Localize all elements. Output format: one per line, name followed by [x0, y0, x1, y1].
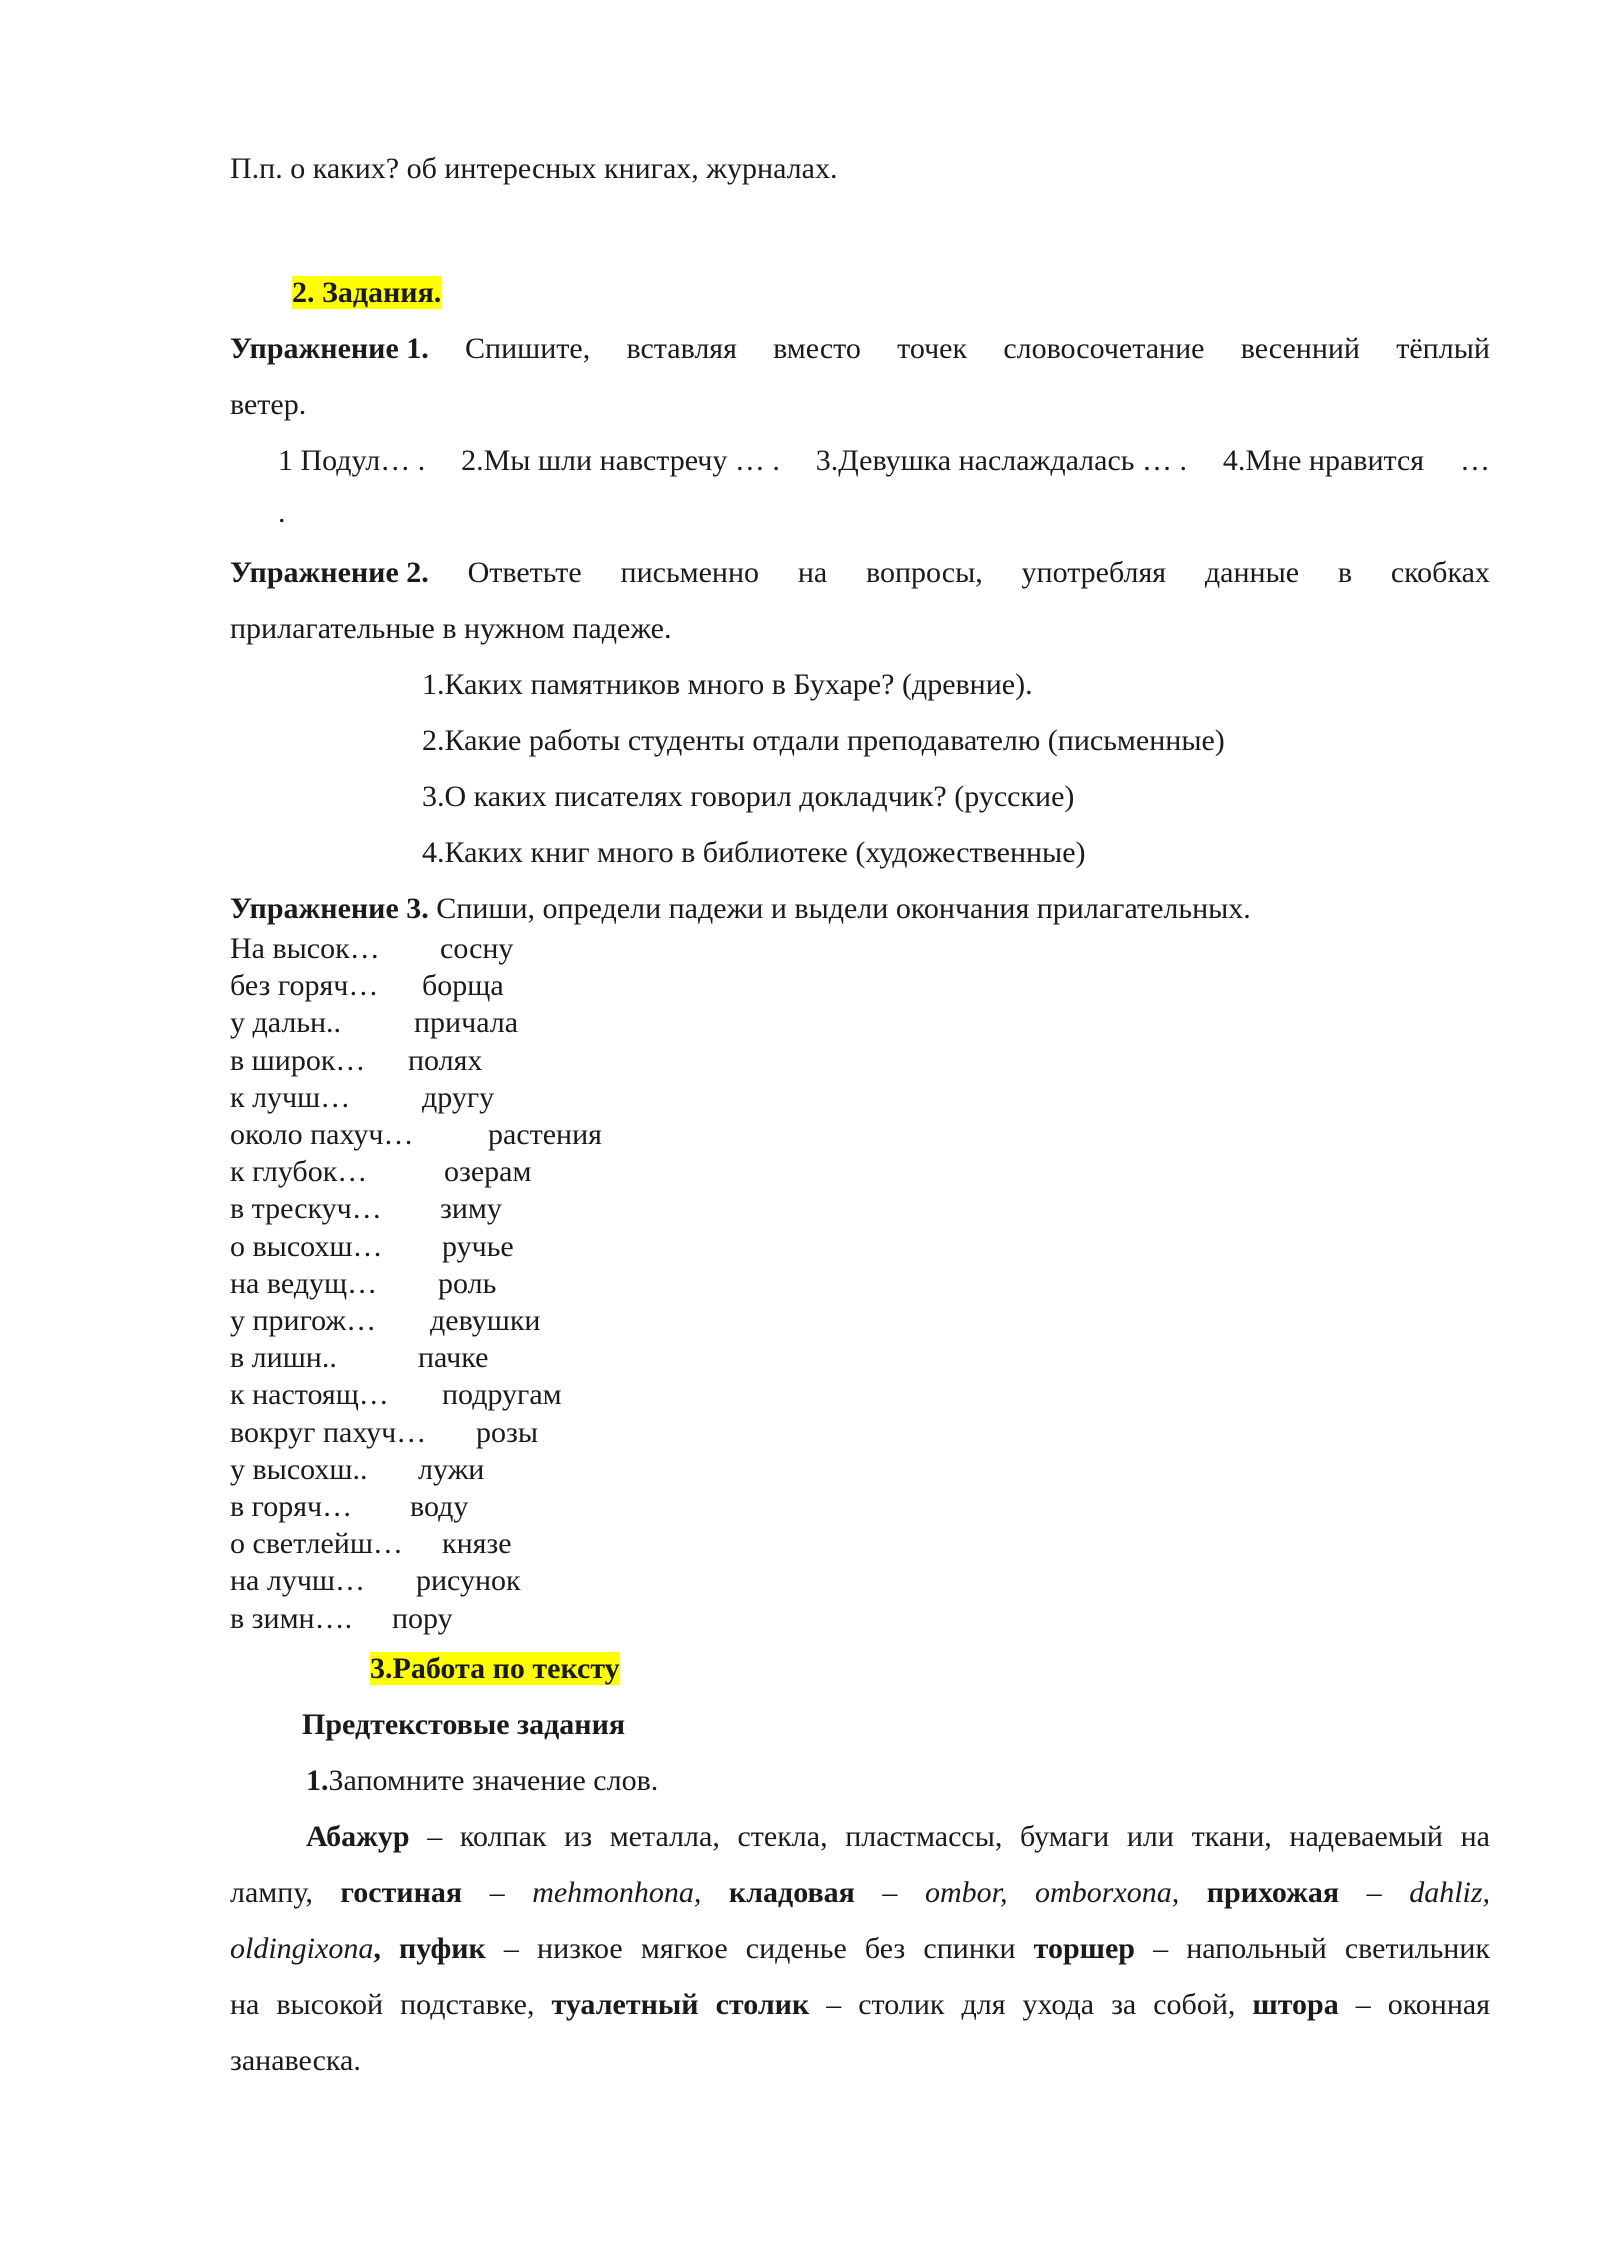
vocab-text: – напольный светильник [1134, 1932, 1490, 1965]
vocab-text: – [854, 1876, 925, 1909]
exercise-3-item [230, 1302, 541, 1339]
exercise-3-item [230, 1562, 521, 1599]
exercise-1-line-1 [230, 332, 1490, 366]
exercise-2-word: употребляя [1021, 556, 1167, 589]
exercise-3-item [230, 1376, 562, 1413]
exercise-1-word: вместо [773, 332, 861, 365]
exercise-2-line-1 [230, 556, 1490, 590]
pretext-tasks-title: Предтекстовые задания [302, 1708, 626, 1741]
exercise-3-item [230, 1414, 539, 1451]
exercise-3-noun: рисунок [416, 1564, 521, 1598]
exercise-3-item [230, 1525, 512, 1562]
exercise-1-item: 4.Мне нравится [1222, 444, 1425, 477]
exercise-3-noun: воду [410, 1490, 469, 1523]
vocab-text [1008, 1876, 1036, 1909]
vocab-line-2 [230, 1876, 1490, 1910]
vocab-text: – [1339, 1876, 1410, 1909]
exercise-3-adjective: на ведущ… [230, 1266, 378, 1300]
exercise-2-word: на [797, 556, 828, 589]
exercise-3-noun: роль [438, 1266, 497, 1300]
vocab-term: гостиная [340, 1876, 463, 1909]
exercise-3-noun: зиму [440, 1192, 502, 1226]
exercise-3-item [230, 1265, 497, 1302]
exercise-3-item [230, 1339, 489, 1376]
exercise-1-word: точек [897, 332, 968, 365]
vocab-text [701, 1876, 729, 1909]
vocab-term: торшер [1033, 1932, 1135, 1965]
exercise-1-item: 3.Девушка наслаждалась … . [815, 444, 1187, 477]
exercise-1-item: 1 Подул… . [278, 444, 426, 477]
exercise-3-item [230, 1079, 495, 1116]
exercise-3-noun: другу [422, 1080, 495, 1114]
document-page [230, 0, 1490, 2262]
exercise-3-noun: сосну [440, 932, 514, 965]
exercise-2-question: 3.О каких писателях говорил докладчик? (русские) [422, 780, 1075, 813]
exercise-3-adjective: в зимн…. [230, 1601, 353, 1635]
exercise-3-item [230, 930, 514, 967]
exercise-3-noun: князе [442, 1527, 512, 1561]
vocab-term: Абажур [306, 1820, 410, 1853]
exercise-3-adjective: у высохш.. [230, 1452, 368, 1486]
exercise-3-adjective: к глубок… [230, 1155, 368, 1189]
vocab-term: кладовая [728, 1876, 855, 1909]
vocab-text: лампу, [230, 1876, 341, 1909]
exercise-3-noun: озерам [444, 1155, 532, 1189]
exercise-2-word: письменно [620, 556, 760, 589]
pretext-task-text: Запомните значение слов. [328, 1764, 659, 1797]
pretext-task-1 [306, 1764, 658, 1798]
exercise-3-noun: ручье [442, 1229, 514, 1263]
exercise-3-adjective: вокруг пахуч… [230, 1415, 427, 1449]
exercise-3-noun: причала [414, 1006, 519, 1040]
vocab-translation: ombor, [924, 1876, 1008, 1909]
exercise-3-noun: лужи [418, 1452, 485, 1486]
exercise-3-item [230, 1451, 485, 1488]
exercise-3-item [230, 1228, 514, 1265]
exercise-1-items [278, 444, 1490, 478]
vocab-term: штора [1252, 1988, 1339, 2021]
exercise-3-noun: борща [422, 969, 504, 1003]
section-2-heading-text: 2. Задания. [292, 276, 442, 309]
exercise-3-adjective: к настоящ… [230, 1378, 389, 1412]
exercise-2-question: 4.Каких книг много в библиотеке (художественные) [422, 836, 1086, 869]
exercise-3-noun: пачке [418, 1341, 489, 1375]
exercise-3-item [230, 1600, 453, 1637]
vocab-term: туалетный столик [551, 1988, 810, 2021]
exercise-2-continuation: прилагательные в нужном падеже. [230, 612, 672, 645]
exercise-3-noun: пору [392, 1601, 453, 1635]
exercise-2-question: 2.Какие работы студенты отдали преподавателю (письменные) [422, 724, 1225, 757]
exercise-2-question: 1.Каких памятников много в Бухаре? (древние). [422, 668, 1033, 701]
exercise-1-word: вставляя [626, 332, 737, 365]
exercise-3-text: Спиши, определи падежи и выдели окончания прилагательных. [428, 892, 1251, 925]
exercise-2-label: Упражнение 2. [230, 556, 429, 589]
exercise-3-heading [230, 892, 1251, 926]
exercise-2-word: вопросы, [866, 556, 983, 589]
vocab-translation: oldingixona [230, 1932, 374, 1965]
vocab-translation: mehmonhona, [532, 1876, 702, 1909]
exercise-3-adjective: на лучш… [230, 1564, 366, 1598]
exercise-2-word: скобках [1390, 556, 1490, 589]
exercise-2-word: данные [1204, 556, 1300, 589]
exercise-3-item [230, 1153, 532, 1190]
vocab-text: на высокой подставке, [230, 1988, 552, 2021]
exercise-1-tail: . [278, 496, 286, 529]
vocab-translation: omborxona, [1035, 1876, 1180, 1909]
exercise-3-adjective: в широк… [230, 1043, 366, 1077]
exercise-3-noun: полях [408, 1043, 483, 1077]
vocab-term: прихожая [1206, 1876, 1340, 1909]
exercise-3-adjective: у пригож… [230, 1304, 377, 1337]
exercise-1-label: Упражнение 1. [230, 332, 429, 365]
vocab-line-4 [230, 1988, 1490, 2022]
exercise-3-adjective: о светлейш… [230, 1527, 403, 1561]
exercise-1-word: Спишите, [465, 332, 591, 365]
vocab-line-1 [306, 1820, 1490, 1854]
exercise-1-word: весенний [1240, 332, 1360, 365]
section-3-heading-text: 3.Работа по тексту [370, 1652, 620, 1685]
exercise-1-item: 2.Мы шли навстречу … . [461, 444, 780, 477]
exercise-3-item [230, 1190, 502, 1227]
vocab-translation: dahliz, [1409, 1876, 1491, 1909]
exercise-1-item: … [1460, 444, 1490, 477]
exercise-3-item [230, 1488, 469, 1525]
vocab-text: – колпак из металла, стекла, пластмассы, бумаги или ткани, надеваемый на [409, 1820, 1490, 1853]
pretext-task-number: 1. [306, 1764, 329, 1797]
exercise-3-label: Упражнение 3. [230, 892, 429, 925]
exercise-3-noun: девушки [430, 1304, 541, 1337]
exercise-3-adjective: без горяч… [230, 969, 379, 1003]
exercise-1-word: тёплый [1396, 332, 1490, 365]
vocab-line-5: занавеска. [230, 2044, 361, 2077]
vocab-text: – низкое мягкое сиденье без спинки [485, 1932, 1034, 1965]
exercise-3-adjective: о высохш… [230, 1229, 383, 1263]
exercise-2-word: в [1337, 556, 1353, 589]
exercise-3-item [230, 1004, 519, 1041]
section-3-heading [370, 1652, 620, 1686]
exercise-3-adjective: в горяч… [230, 1490, 353, 1523]
exercise-3-adjective: к лучш… [230, 1080, 351, 1114]
exercise-3-adjective: около пахуч… [230, 1118, 414, 1151]
exercise-3-noun: розы [476, 1415, 539, 1449]
exercise-3-noun: растения [488, 1118, 602, 1151]
exercise-3-item [230, 1116, 602, 1153]
vocab-text: – столик для ухода за собой, [809, 1988, 1253, 2021]
exercise-3-adjective: в лишн.. [230, 1341, 337, 1375]
vocab-term: , пуфик [373, 1932, 486, 1965]
exercise-3-item [230, 1042, 483, 1079]
exercise-3-item [230, 967, 504, 1004]
vocab-text [1179, 1876, 1207, 1909]
exercise-3-adjective: в трескуч… [230, 1192, 382, 1226]
exercise-3-adjective: На высок… [230, 932, 380, 965]
intro-line: П.п. о каких? об интересных книгах, журналах. [230, 152, 838, 185]
exercise-3-adjective: у дальн.. [230, 1006, 342, 1040]
vocab-text: – оконная [1338, 1988, 1491, 2021]
vocab-text: – [462, 1876, 533, 1909]
exercise-2-word: Ответьте [467, 556, 582, 589]
exercise-1-word: словосочетание [1003, 332, 1205, 365]
exercise-1-continuation: ветер. [230, 388, 307, 421]
section-2-heading [292, 276, 441, 310]
vocab-line-3 [230, 1932, 1490, 1966]
exercise-3-noun: подругам [442, 1378, 562, 1412]
